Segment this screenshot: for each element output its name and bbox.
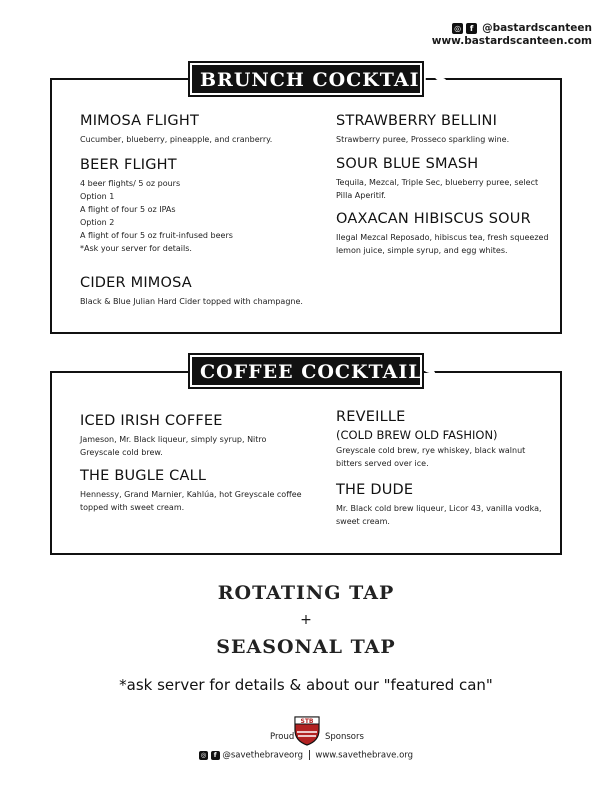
menu-item-desc (336, 176, 538, 202)
plus-text: + (300, 612, 312, 628)
instagram-icon[interactable]: ◎ (452, 23, 463, 34)
brunch-cocktails-title: BRUNCH COCKTAILS (190, 63, 422, 95)
menu-item-desc (80, 177, 233, 255)
menu-item (80, 275, 303, 308)
sponsor-handle[interactable]: @savethebraveorg (222, 750, 303, 761)
instagram-icon[interactable]: ◎ (200, 750, 207, 759)
rotating-tap-title: ROTATING TAP (217, 582, 395, 604)
divider (309, 750, 310, 760)
menu-item-name: STRAWBERRY BELLINI (336, 113, 498, 129)
desc-line: sweet cream. (336, 517, 390, 526)
sponsor-social (0, 750, 612, 761)
desc-line: A flight of four 5 oz IPAs (80, 205, 176, 214)
menu-item-desc: Black & Blue Julian Hard Cider topped with champagne. (80, 297, 303, 306)
sponsors-label: Sponsors (325, 732, 364, 742)
menu-item-subtitle: (COLD BREW OLD FASHION) (336, 428, 498, 442)
menu-item-name: MIMOSA FLIGHT (80, 113, 200, 129)
desc-line: Option 2 (80, 218, 115, 227)
desc-line: A flight of four 5 oz fruit-infused beers (80, 231, 233, 240)
featured-can-text: *ask server for details & about our "featured can" (119, 676, 493, 694)
desc-line: *Ask your server for details. (80, 244, 192, 253)
menu-item-name: THE DUDE (336, 482, 414, 498)
desc-line: Greyscale cold brew, rye whiskey, black walnut (336, 446, 526, 455)
facebook-icon[interactable]: f (211, 751, 220, 760)
menu-item (336, 409, 525, 470)
menu-item-desc (336, 502, 542, 528)
menu-item (80, 157, 233, 255)
menu-item-desc (336, 231, 549, 257)
menu-item-desc (336, 444, 525, 470)
menu-item-name: CIDER MIMOSA (80, 275, 192, 291)
sponsor-website[interactable]: www.savethebrave.org (315, 750, 414, 761)
menu-item-desc (80, 433, 266, 459)
header-social (432, 22, 592, 47)
menu-item-name: REVEILLE (336, 409, 406, 425)
desc-line: Jameson, Mr. Black liqueur, simply syrup, Nitro (80, 435, 267, 444)
coffee-cocktails-section (50, 361, 562, 555)
menu-item (80, 413, 266, 459)
logo-text: STB (300, 718, 314, 725)
facebook-icon[interactable]: f (466, 23, 477, 34)
menu-item (80, 113, 272, 146)
featured-can-note (0, 676, 612, 694)
rotating-tap-heading (0, 582, 612, 604)
desc-line: bitters served over ice. (336, 459, 429, 468)
desc-line: 4 beer flights/ 5 oz pours (80, 179, 181, 188)
desc-line: topped with sweet cream. (80, 503, 185, 512)
menu-item-desc (80, 488, 302, 514)
menu-item (80, 468, 302, 514)
seasonal-tap-heading (0, 636, 612, 658)
menu-item (336, 482, 542, 528)
brunch-cocktails-section (50, 69, 562, 334)
menu-item-desc: Strawberry puree, Prosseco sparkling wine. (336, 135, 510, 144)
menu-item-desc: Cucumber, blueberry, pineapple, and cranberry. (80, 135, 273, 144)
desc-line: Greyscale cold brew. (80, 448, 163, 457)
plus-sign (0, 612, 612, 628)
menu-item (336, 156, 538, 202)
desc-line: Tequila, Mezcal, Triple Sec, blueberry puree, select (336, 178, 539, 187)
save-the-brave-logo (292, 714, 322, 746)
proud-label: Proud (270, 732, 295, 742)
menu-item (336, 211, 549, 257)
menu-item-name: OAXACAN HIBISCUS SOUR (336, 211, 531, 227)
coffee-cocktails-title: COFFEE COCKTAILS (190, 355, 422, 387)
menu-item-name: THE BUGLE CALL (80, 468, 207, 484)
social-handle[interactable]: @bastardscanteen (482, 22, 592, 34)
menu-item-name: BEER FLIGHT (80, 157, 177, 173)
desc-line: Pilla Aperitif. (336, 191, 386, 200)
menu-item (336, 113, 509, 146)
desc-line: lemon juice, simple syrup, and egg whites. (336, 246, 508, 255)
desc-line: Hennessy, Grand Marnier, Kahlúa, hot Greyscale coffee (80, 490, 302, 499)
seasonal-tap-title: SEASONAL TAP (216, 636, 396, 658)
menu-item-name: SOUR BLUE SMASH (336, 156, 479, 172)
desc-line: Mr. Black cold brew liqueur, Licor 43, vanilla vodka, (336, 504, 542, 513)
desc-line: Ilegal Mezcal Reposado, hibiscus tea, fresh squeezed (336, 233, 549, 242)
desc-line: Option 1 (80, 192, 115, 201)
menu-item-name: ICED IRISH COFFEE (80, 413, 223, 429)
website-link[interactable]: www.bastardscanteen.com (431, 35, 592, 47)
